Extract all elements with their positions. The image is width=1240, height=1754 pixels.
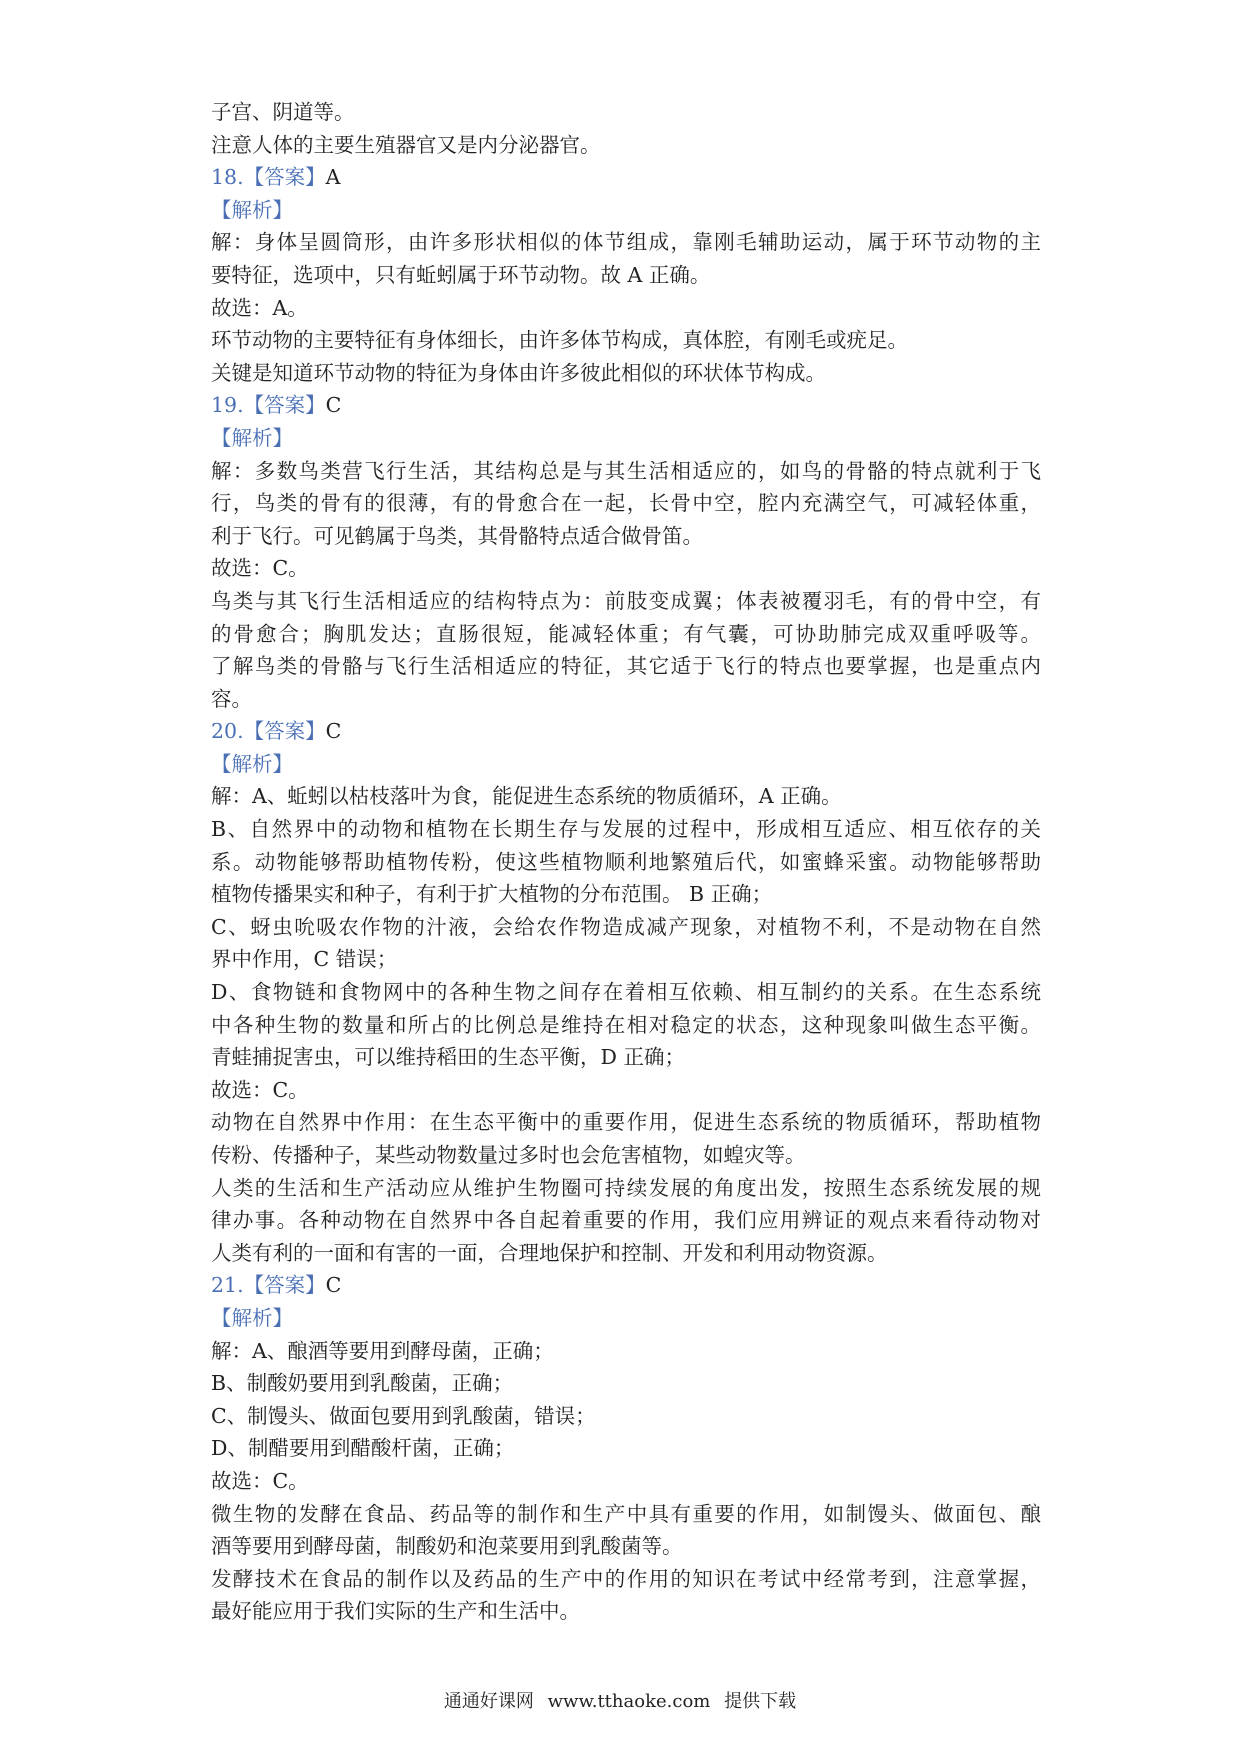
text-line: 解：A、酿酒等要用到酵母菌，正确； — [211, 1338, 554, 1363]
answer-value: C — [325, 1273, 342, 1298]
answer-label: 【答案】 — [243, 1273, 326, 1298]
analysis-label: 【解析】 — [211, 751, 293, 776]
analysis-heading — [211, 422, 1041, 455]
answer-heading — [211, 161, 1041, 194]
analysis-heading — [211, 194, 1041, 227]
question-number: 20. — [211, 719, 244, 744]
text-line: 故选：C。 — [211, 556, 309, 581]
text-line: C、制馒头、做面包要用到乳酸菌，错误； — [211, 1403, 596, 1428]
text-line: 的骨愈合；胸肌发达；直肠很短，能减轻体重；有气囊，可协助肺完成双重呼吸等。 — [211, 621, 1041, 646]
text-line: 系。动物能够帮助植物传粉，使这些植物顺利地繁殖后代，如蜜蜂采蜜。动物能够帮助 — [211, 849, 1041, 874]
text-line: 传粉、传播种子，某些动物数量过多时也会危害植物，如蝗灾等。 — [211, 1143, 806, 1167]
text-line: 界中作用，C 错误； — [211, 947, 398, 972]
text-line: C、蚜虫吮吸农作物的汁液，会给农作物造成减产现象，对植物不利，不是动物在自然 — [211, 914, 1041, 939]
text-line: 利于飞行。可见鹤属于鸟类，其骨骼特点适合做骨笛。 — [211, 523, 703, 548]
answer-heading — [211, 715, 1041, 748]
question-number: 21. — [211, 1273, 244, 1298]
text-line: 发酵技术在食品的制作以及药品的生产中的作用的知识在考试中经常考到，注意掌握， — [211, 1566, 1041, 1591]
text-line: 故选：C。 — [211, 1077, 309, 1102]
footer-tagline: 提供下载 — [724, 1691, 797, 1712]
text-line: 解：身体呈圆筒形，由许多形状相似的体节组成，靠刚毛辅助运动，属于环节动物的主 — [211, 230, 1041, 255]
answer-label: 【答案】 — [243, 719, 326, 744]
text-line: 行，鸟类的骨有的很薄，有的骨愈合在一起，长骨中空，腔内充满空气，可减轻体重， — [211, 491, 1041, 516]
text-line: B、自然界中的动物和植物在长期生存与发展的过程中，形成相互适应、相互依存的关 — [211, 817, 1041, 842]
answer-heading — [211, 389, 1041, 422]
answer-heading — [211, 1269, 1041, 1302]
text-line: B、制酸奶要用到乳酸菌，正确； — [211, 1371, 514, 1396]
text-line: 故选：C。 — [211, 1468, 309, 1493]
text-line: 律办事。各种动物在自然界中各自起着重要的作用，我们应用辨证的观点来看待动物对 — [211, 1208, 1041, 1233]
text-line: 解：多数鸟类营飞行生活，其结构总是与其生活相适应的，如鸟的骨骼的特点就利于飞 — [211, 458, 1041, 483]
footer-site-name: 通通好课网 — [443, 1691, 534, 1712]
answer-label: 【答案】 — [243, 165, 326, 190]
text-line: 要特征，选项中，只有蚯蚓属于环节动物。故 A 正确。 — [211, 262, 711, 287]
text-line: 微生物的发酵在食品、药品等的制作和生产中具有重要的作用，如制馒头、做面包、酿 — [211, 1501, 1041, 1526]
question-number: 18. — [211, 165, 244, 190]
text-line: 人类有利的一面和有害的一面，合理地保护和控制、开发和利用动物资源。 — [211, 1240, 888, 1265]
text-line: 容。 — [211, 686, 252, 711]
answer-value: A — [325, 165, 341, 190]
analysis-heading — [211, 1302, 1041, 1335]
text-line: 人类的生活和生产活动应从维护生物圈可持续发展的角度出发，按照生态系统发展的规 — [211, 1175, 1041, 1200]
text-line: 酒等要用到酵母菌，制酸奶和泡菜要用到乳酸菌等。 — [211, 1534, 683, 1559]
answer-value: C — [325, 719, 342, 744]
text-line: 注意人体的主要生殖器官又是内分泌器官。 — [211, 132, 601, 157]
text-line: 中各种生物的数量和所占的比例总是维持在相对稳定的状态，这种现象叫做生态平衡。 — [211, 1012, 1041, 1037]
text-line: 植物传播果实和种子，有利于扩大植物的分布范围。 B 正确； — [211, 882, 773, 907]
analysis-label: 【解析】 — [211, 1305, 293, 1330]
analysis-label: 【解析】 — [211, 425, 293, 450]
text-line: 关键是知道环节动物的特征为身体由许多彼此相似的环状体节构成。 — [211, 360, 826, 385]
text-line: 了解鸟类的骨骼与飞行生活相适应的特征，其它适于飞行的特点也要掌握，也是重点内 — [211, 654, 1041, 679]
text-line: 解：A、蚯蚓以枯枝落叶为食，能促进生态系统的物质循环，A 正确。 — [211, 784, 842, 809]
footer-url[interactable]: www.tthaoke.com — [547, 1691, 711, 1712]
text-line: D、食物链和食物网中的各种生物之间存在着相互依赖、相互制约的关系。在生态系统 — [211, 980, 1041, 1005]
text-line: 动物在自然界中作用：在生态平衡中的重要作用，促进生态系统的物质循环，帮助植物 — [211, 1110, 1041, 1135]
analysis-label: 【解析】 — [211, 197, 293, 222]
answer-value: C — [325, 393, 342, 418]
question-number: 19. — [211, 393, 244, 418]
page-footer — [0, 1690, 1240, 1714]
text-line: 青蛙捕捉害虫，可以维持稻田的生态平衡，D 正确； — [211, 1045, 685, 1070]
text-line: 最好能应用于我们实际的生产和生活中。 — [211, 1599, 580, 1624]
text-line: D、制醋要用到醋酸杆菌，正确； — [211, 1436, 515, 1461]
text-line: 子宫、阴道等。 — [211, 100, 355, 124]
answer-label: 【答案】 — [243, 393, 326, 418]
text-line: 环节动物的主要特征有身体细长，由许多体节构成，真体腔，有刚毛或疣足。 — [211, 328, 908, 353]
text-line: 鸟类与其飞行生活相适应的结构特点为：前肢变成翼；体表被覆羽毛，有的骨中空，有 — [211, 588, 1041, 613]
analysis-heading — [211, 748, 1041, 781]
document-body — [211, 96, 1041, 1628]
text-line: 故选：A。 — [211, 295, 308, 320]
